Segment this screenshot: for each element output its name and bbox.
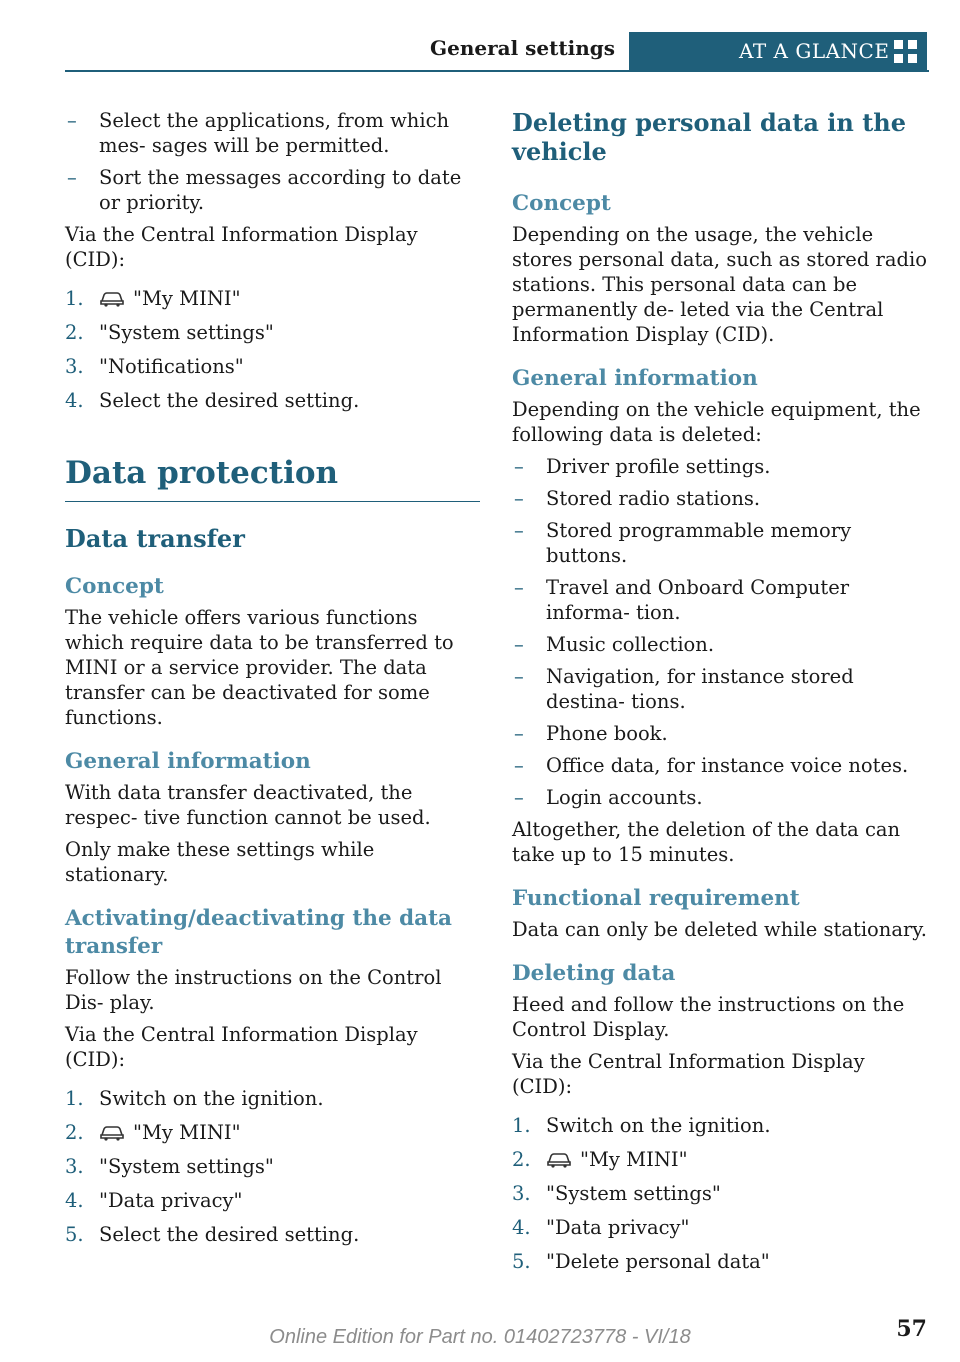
- list-item: – Office data, for instance voice notes.: [514, 754, 909, 777]
- step: 5. "Delete personal data": [512, 1250, 770, 1273]
- step: 4. Select the desired setting.: [65, 389, 360, 412]
- heading-data-transfer: Data transfer: [65, 524, 245, 553]
- edition-footer: Online Edition for Part no. 01402723778 - VI/18: [269, 1326, 691, 1348]
- deletion-time: Altogether, the deletion of the data can take up to 15 minutes.: [512, 818, 901, 866]
- general-text: Depending on the vehicle equipment, the following data is deleted:: [512, 398, 921, 446]
- intro-via: Via the Central Information Display (CID):: [65, 223, 418, 271]
- step: 2. "My MINI": [65, 1121, 241, 1144]
- step: 1. Switch on the ignition.: [65, 1087, 324, 1110]
- heading-concept: Concept: [512, 191, 611, 216]
- list-item: – Sort the messages according to date or priority.: [67, 166, 462, 214]
- step: 2. "My MINI": [512, 1148, 688, 1171]
- heading-functional-requirement: Functional requirement: [512, 886, 800, 911]
- activating-via: Via the Central Information Display (CID):: [65, 1023, 418, 1071]
- step: 3. "System settings": [512, 1182, 721, 1205]
- heading-rule: [65, 501, 480, 502]
- step: 5. Select the desired setting.: [65, 1223, 360, 1246]
- step: 4. "Data privacy": [65, 1189, 243, 1212]
- heading-data-protection: Data protection: [65, 455, 339, 491]
- step: 3. "System settings": [65, 1155, 274, 1178]
- heading-general-information: General information: [65, 749, 311, 774]
- list-item: – Stored programmable memory buttons.: [514, 519, 852, 567]
- heading-concept: Concept: [65, 574, 164, 599]
- list-item: – Phone book.: [514, 722, 668, 745]
- list-item: – Stored radio stations.: [514, 487, 761, 510]
- left-column: [65, 108, 480, 1256]
- heading-general-information: General information: [512, 366, 758, 391]
- page-number: 57: [896, 1316, 927, 1342]
- car-icon: [546, 1152, 572, 1168]
- list-item: – Login accounts.: [514, 786, 703, 809]
- heading-deleting-data: Deleting data: [512, 961, 676, 986]
- list-item: – Select the applications, from which mes- sages will be permitted.: [67, 109, 450, 157]
- list-item: – Driver profile settings.: [514, 455, 771, 478]
- deleting-text: Heed and follow the instructions on the Control Display.: [512, 993, 905, 1041]
- concept-text: The vehicle offers various functions which require data to be transferred to MINI or a service provider. The data transfer can be deactivated for some functions.: [65, 606, 454, 729]
- activating-text: Follow the instructions on the Control Dis- play.: [65, 966, 442, 1014]
- step: 1. "My MINI": [65, 287, 241, 310]
- chapter-band: [629, 32, 927, 70]
- chapter-label: AT A GLANCE: [739, 39, 890, 63]
- car-icon: [99, 291, 125, 307]
- header-rule: [65, 70, 929, 72]
- step: 3. "Notifications": [65, 355, 244, 378]
- list-item: – Music collection.: [514, 633, 715, 656]
- concept-text: Depending on the usage, the vehicle stores personal data, such as stored radio stations. This personal data can be permanently de- leted via the Central Information Display (CID).: [512, 223, 927, 346]
- list-item: – Travel and Onboard Computer informa- tion.: [514, 576, 850, 624]
- step: 4. "Data privacy": [512, 1216, 690, 1239]
- car-icon: [99, 1125, 125, 1141]
- grid-icon: [894, 40, 918, 64]
- requirement-text: Data can only be deleted while stationary.: [512, 918, 927, 941]
- step: 2. "System settings": [65, 321, 274, 344]
- right-column: [512, 108, 927, 1283]
- list-item: – Navigation, for instance stored destina- tions.: [514, 665, 854, 713]
- section-title: General settings: [430, 36, 615, 60]
- general-text: Only make these settings while stationary.: [65, 838, 375, 886]
- step: 1. Switch on the ignition.: [512, 1114, 771, 1137]
- heading-activating: Activating/deactivating the data transfer: [65, 906, 452, 959]
- general-text: With data transfer deactivated, the respec- tive function cannot be used.: [65, 781, 431, 829]
- deleting-via: Via the Central Information Display (CID):: [512, 1050, 865, 1098]
- heading-deleting-personal-data: Deleting personal data in the vehicle: [512, 108, 906, 166]
